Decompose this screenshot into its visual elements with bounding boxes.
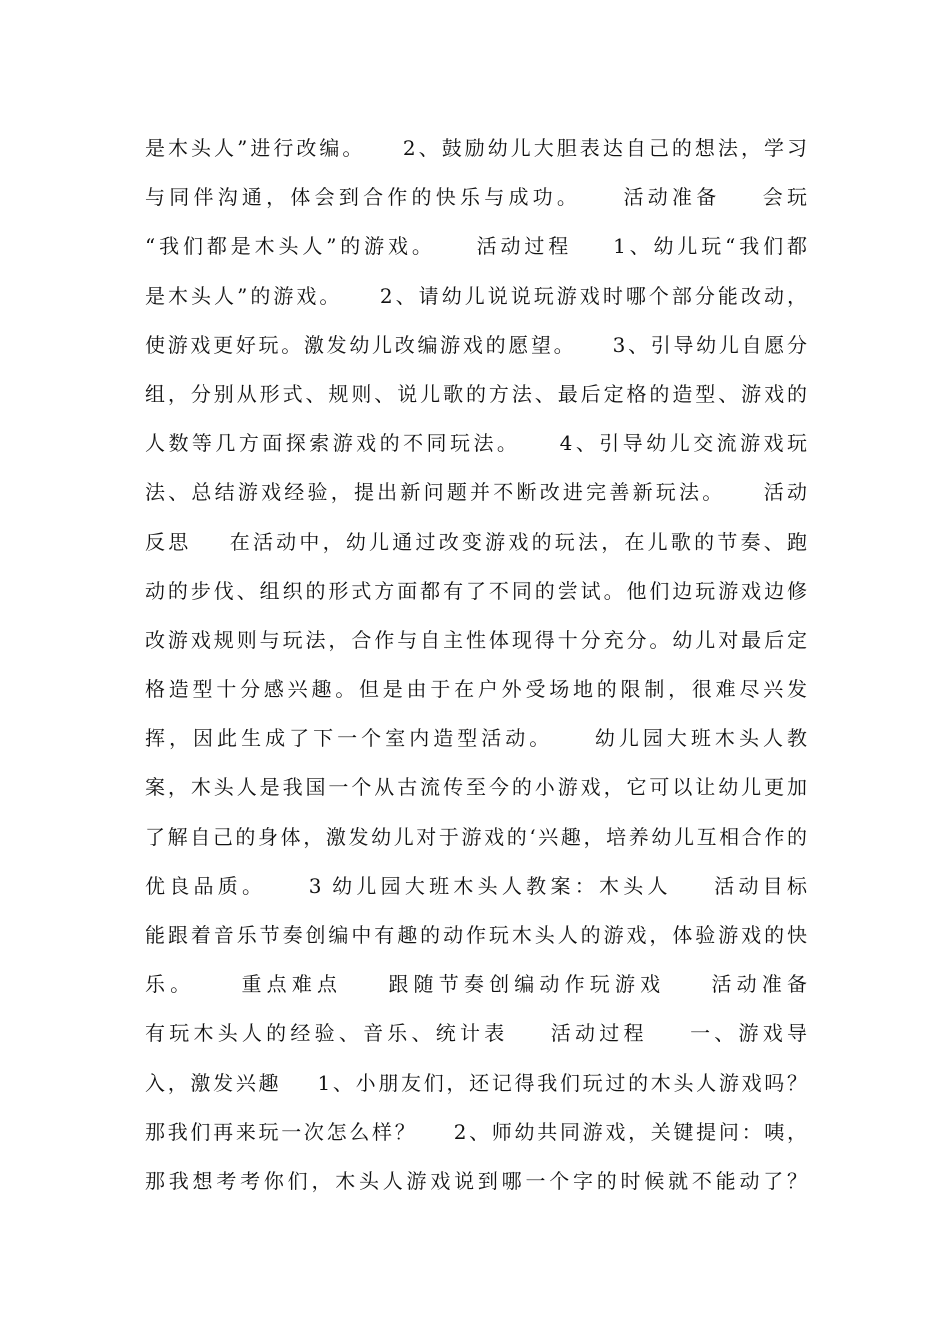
text-line: 能跟着音乐节奏创编中有趣的动作玩木头人的游戏，体验游戏的快 xyxy=(145,923,807,947)
text-line: 了解自己的身体，激发幼儿对于游戏的‘兴趣，培养幼儿互相合作的 xyxy=(145,824,807,849)
text-line: 乐。 重点难点 跟随节奏创编动作玩游戏 活动准备 xyxy=(145,972,807,997)
text-line: 改游戏规则与玩法，合作与自主性体现得十分充分。幼儿对最后定 xyxy=(145,627,807,652)
text-line: 法、总结游戏经验，提出新问题并不断改进完善新玩法。 活动 xyxy=(145,480,807,505)
text-line: 那我们再来玩一次怎么样？ 2、师幼共同游戏，关键提问：咦， xyxy=(145,1119,807,1144)
text-line: 是木头人”进行改编。 2、鼓励幼儿大胆表达自己的想法，学习 xyxy=(145,136,807,160)
text-line: 人数等几方面探索游戏的不同玩法。 4、引导幼儿交流游戏玩 xyxy=(145,431,807,456)
body-text xyxy=(145,124,807,1206)
text-line: 与同伴沟通，体会到合作的快乐与成功。 活动准备 会玩 xyxy=(145,185,807,210)
text-line: 优良品质。 3 幼儿园大班木头人教案：木头人 活动目标 xyxy=(145,873,807,898)
text-line: 那我想考考你们，木头人游戏说到哪一个字的时候就不能动了？ xyxy=(145,1168,807,1193)
text-line: 使游戏更好玩。激发幼儿改编游戏的愿望。 3、引导幼儿自愿分 xyxy=(145,332,807,357)
text-line: 是木头人”的游戏。 2、请幼儿说说玩游戏时哪个部分能改动， xyxy=(145,283,807,308)
text-line: 入，激发兴趣 1、小朋友们，还记得我们玩过的木头人游戏吗？ xyxy=(145,1070,807,1095)
text-line: 案，木头人是我国一个从古流传至今的小游戏，它可以让幼儿更加 xyxy=(145,775,807,800)
text-line: 挥，因此生成了下一个室内造型活动。 幼儿园大班木头人教 xyxy=(145,726,807,751)
text-line: 有玩木头人的经验、音乐、统计表 活动过程 一、游戏导 xyxy=(145,1021,807,1046)
text-line: 格造型十分感兴趣。但是由于在户外受场地的限制，很难尽兴发 xyxy=(145,677,807,702)
text-line: 组，分别从形式、规则、说儿歌的方法、最后定格的造型、游戏的 xyxy=(145,381,807,406)
text-line: 动的步伐、组织的形式方面都有了不同的尝试。他们边玩游戏边修 xyxy=(145,578,807,603)
text-line: 反思 在活动中，幼儿通过改变游戏的玩法，在儿歌的节奏、跑 xyxy=(145,529,807,554)
text-line: “我们都是木头人”的游戏。 活动过程 1、幼儿玩“我们都 xyxy=(145,234,807,259)
